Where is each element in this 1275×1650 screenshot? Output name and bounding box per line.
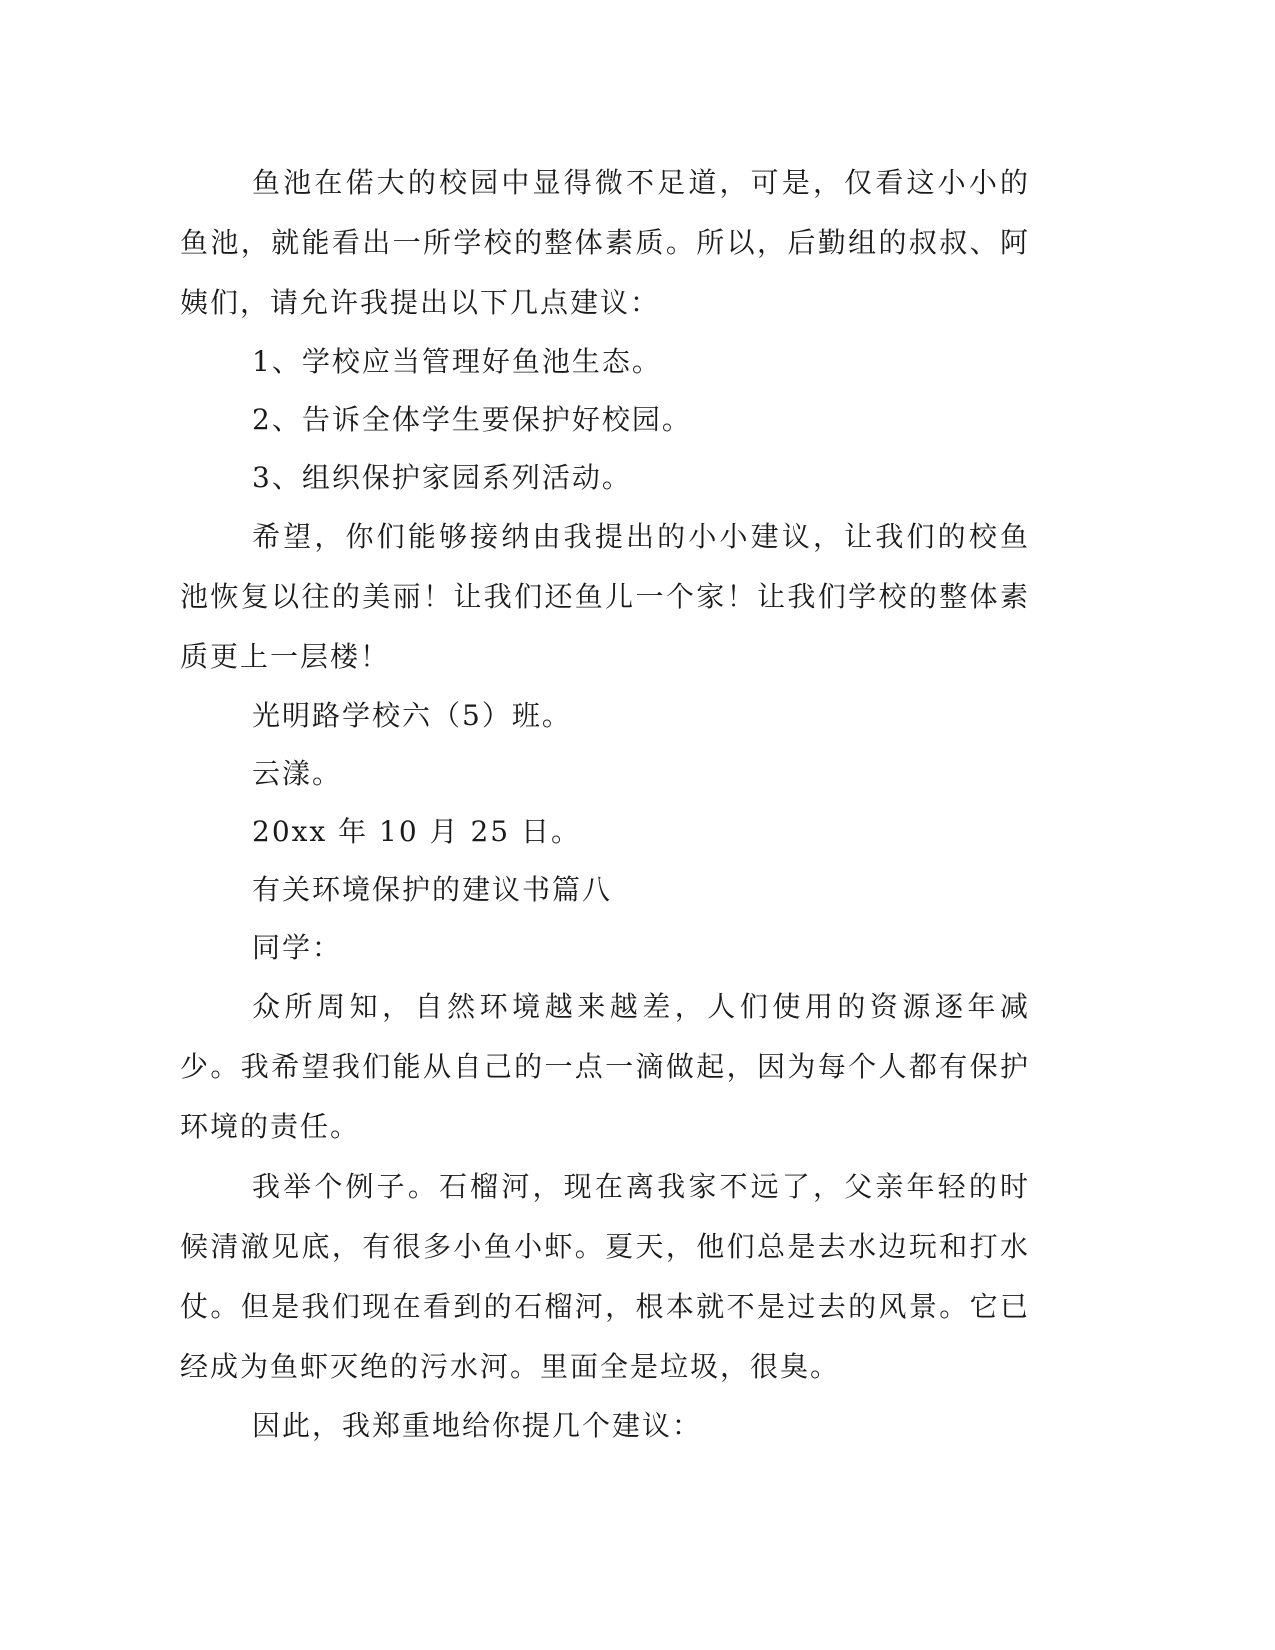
- salutation: 同学：: [252, 931, 343, 964]
- paragraph-fish-pond-intro: 鱼池在偌大的校园中显得微不足道，可是，仅看这小小的鱼池，就能看出一所学校的整体素质。所以，后勤组的叔叔、阿姨们，请允许我提出以下几点建议：: [180, 166, 1030, 319]
- document-body: [180, 153, 1030, 1455]
- paragraph-suggestions-lead: 因此，我郑重地给你提几个建议：: [252, 1409, 703, 1442]
- paragraph-environment: 众所周知，自然环境越来越差，人们使用的资源逐年减少。我希望我们能从自己的一点一滴做起，因为每个人都有保护环境的责任。: [180, 990, 1030, 1143]
- signature-school-class: 光明路学校六（5）班。: [252, 699, 572, 732]
- suggestion-item-2: 2、告诉全体学生要保护好校园。: [252, 403, 692, 436]
- signature-name: 云漾。: [252, 757, 343, 790]
- section-heading: 有关环境保护的建议书篇八: [252, 873, 613, 906]
- paragraph-example-river: 我举个例子。石榴河，现在离我家不远了，父亲年轻的时候清澈见底，有很多小鱼小虾。夏天，他们总是去水边玩和打水仗。但是我们现在看到的石榴河，根本就不是过去的风景。它已经成为鱼虾灭绝的污水河。里面全是垃圾，很臭。: [180, 1170, 1030, 1383]
- suggestion-item-1: 1、学校应当管理好鱼池生态。: [252, 345, 662, 378]
- signature-date: 20xx 年 10 月 25 日。: [252, 815, 581, 848]
- suggestion-item-3: 3、组织保护家园系列活动。: [252, 461, 632, 494]
- paragraph-hope: 希望，你们能够接纳由我提出的小小建议，让我们的校鱼池恢复以往的美丽！让我们还鱼儿一个家！让我们学校的整体素质更上一层楼！: [180, 520, 1030, 673]
